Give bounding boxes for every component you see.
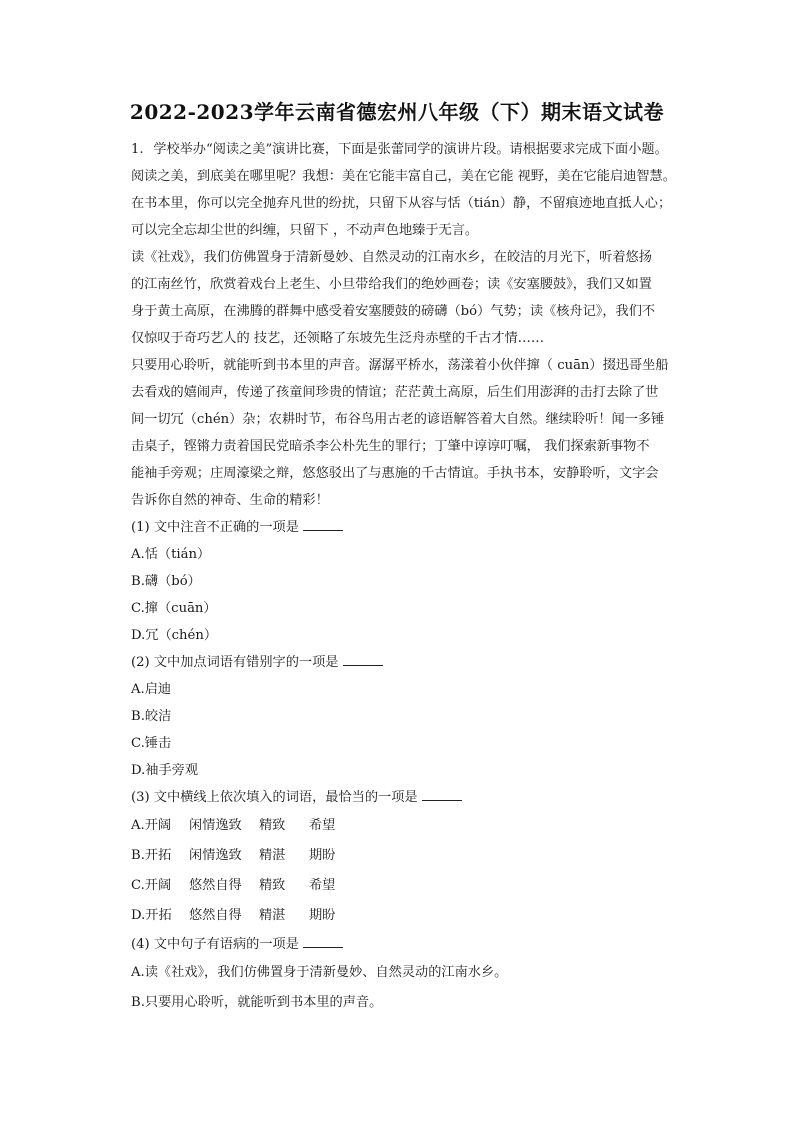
option-item: C.锤击 [131, 736, 172, 751]
passage-line: 在书本里，你可以完全抛弃凡世的纷扰，只留下从容与恬（tián）静，不留痕迹地直抵人心； [131, 196, 672, 211]
question-prompt: 学校举办“阅读之美”演讲比赛，下面是张蕾同学的演讲片段。请根据要求完成下面小题。 [153, 142, 668, 157]
answer-blank[interactable] [343, 653, 383, 666]
option-item: C.撺（cuān） [131, 601, 217, 616]
passage-line: 的江南丝竹，欣赏着戏台上老生、小旦带给我们的绝妙画卷；读《安塞腰鼓》，我们又如置 [131, 277, 652, 292]
question-number: 1. [131, 142, 144, 157]
question-intro [131, 136, 697, 163]
passage-line: 只要用心聆听，就能听到书本里的声音。潺潺平桥水，荡漾着小伙伴撺（ cuān）掇迅哥坐船 [131, 358, 669, 373]
option-item: D.袖手旁观 [131, 763, 199, 778]
option-item: C.开阔 悠然自得 精致 希望 [131, 878, 336, 893]
sub-question-2 [131, 649, 697, 676]
question-block [131, 136, 697, 1018]
answer-blank[interactable] [422, 788, 462, 801]
sub-question-4 [131, 931, 697, 958]
passage-line: 去看戏的嬉闹声，传递了孩童间珍贵的情谊；茫茫黄土高原，后生们用澎湃的击打去除了世 [131, 385, 659, 400]
passage-line: 间一切冗（chén）杂；农耕时节，布谷鸟用古老的谚语解答着大自然。继续聆听！闻一多锤 [131, 412, 665, 427]
passage-line: 可以完全忘却尘世的纠缠，只留下 ，不动声色地臻于无言。 [131, 223, 479, 238]
option-item: B.皎洁 [131, 709, 172, 724]
exam-title: 2022-2023学年云南省德宏州八年级（下）期末语文试卷 [129, 100, 665, 124]
option-item: A.恬（tián） [131, 547, 211, 562]
answer-blank[interactable] [303, 935, 343, 948]
passage-line: 阅读之美，到底美在哪里呢？我想：美在它能丰富自己，美在它能 视野，美在它能启迪智慧。 [131, 169, 676, 184]
option-item: A.读《社戏》，我们仿佛置身于清新曼妙、自然灵动的江南水乡。 [131, 965, 508, 980]
option-item: D.冗（chén） [131, 628, 218, 643]
option-item: A.启迪 [131, 682, 172, 697]
passage-line: 身于黄土高原，在沸腾的群舞中感受着安塞腰鼓的磅礴（bó）气势；读《核舟记》，我们不 [131, 304, 656, 319]
passage-line: 仅惊叹于奇巧艺人的 技艺，还领略了东坡先生泛舟赤壁的千古才情…… [131, 331, 545, 346]
option-item: A.开阔 闲情逸致 精致 希望 [131, 818, 336, 833]
sub-question-1 [131, 514, 697, 541]
passage-line: 读《社戏》，我们仿佛置身于清新曼妙、自然灵动的江南水乡，在皎洁的月光下，听着悠扬 [131, 250, 652, 265]
sub-question-stem: (4) 文中句子有语病的一项是 [131, 937, 299, 952]
passage-line: 告诉你自然的神奇、生命的精彩！ [131, 493, 329, 508]
sub-question-stem: (2) 文中加点词语有错别字的一项是 [131, 655, 339, 670]
sub-question-3 [131, 784, 697, 811]
option-item: B.只要用心聆听，就能听到书本里的声音。 [131, 995, 383, 1010]
answer-blank[interactable] [303, 518, 343, 531]
sub-question-stem: (3) 文中横线上依次填入的词语，最恰当的一项是 [131, 790, 418, 805]
option-item: D.开拓 悠然自得 精湛 期盼 [131, 908, 336, 923]
sub-question-stem: (1) 文中注音不正确的一项是 [131, 520, 299, 535]
passage-line: 能袖手旁观；庄周濠梁之辩，悠悠驳出了与惠施的千古情谊。手执书本，安静聆听，文字会 [131, 466, 659, 481]
passage-line: 击桌子，铿锵力责着国民党暗杀李公朴先生的罪行；丁肇中谆谆叮嘱， 我们探索新事物不 [131, 439, 650, 454]
option-item: B.开拓 闲情逸致 精湛 期盼 [131, 848, 336, 863]
option-item: B.礴（bó） [131, 574, 201, 589]
